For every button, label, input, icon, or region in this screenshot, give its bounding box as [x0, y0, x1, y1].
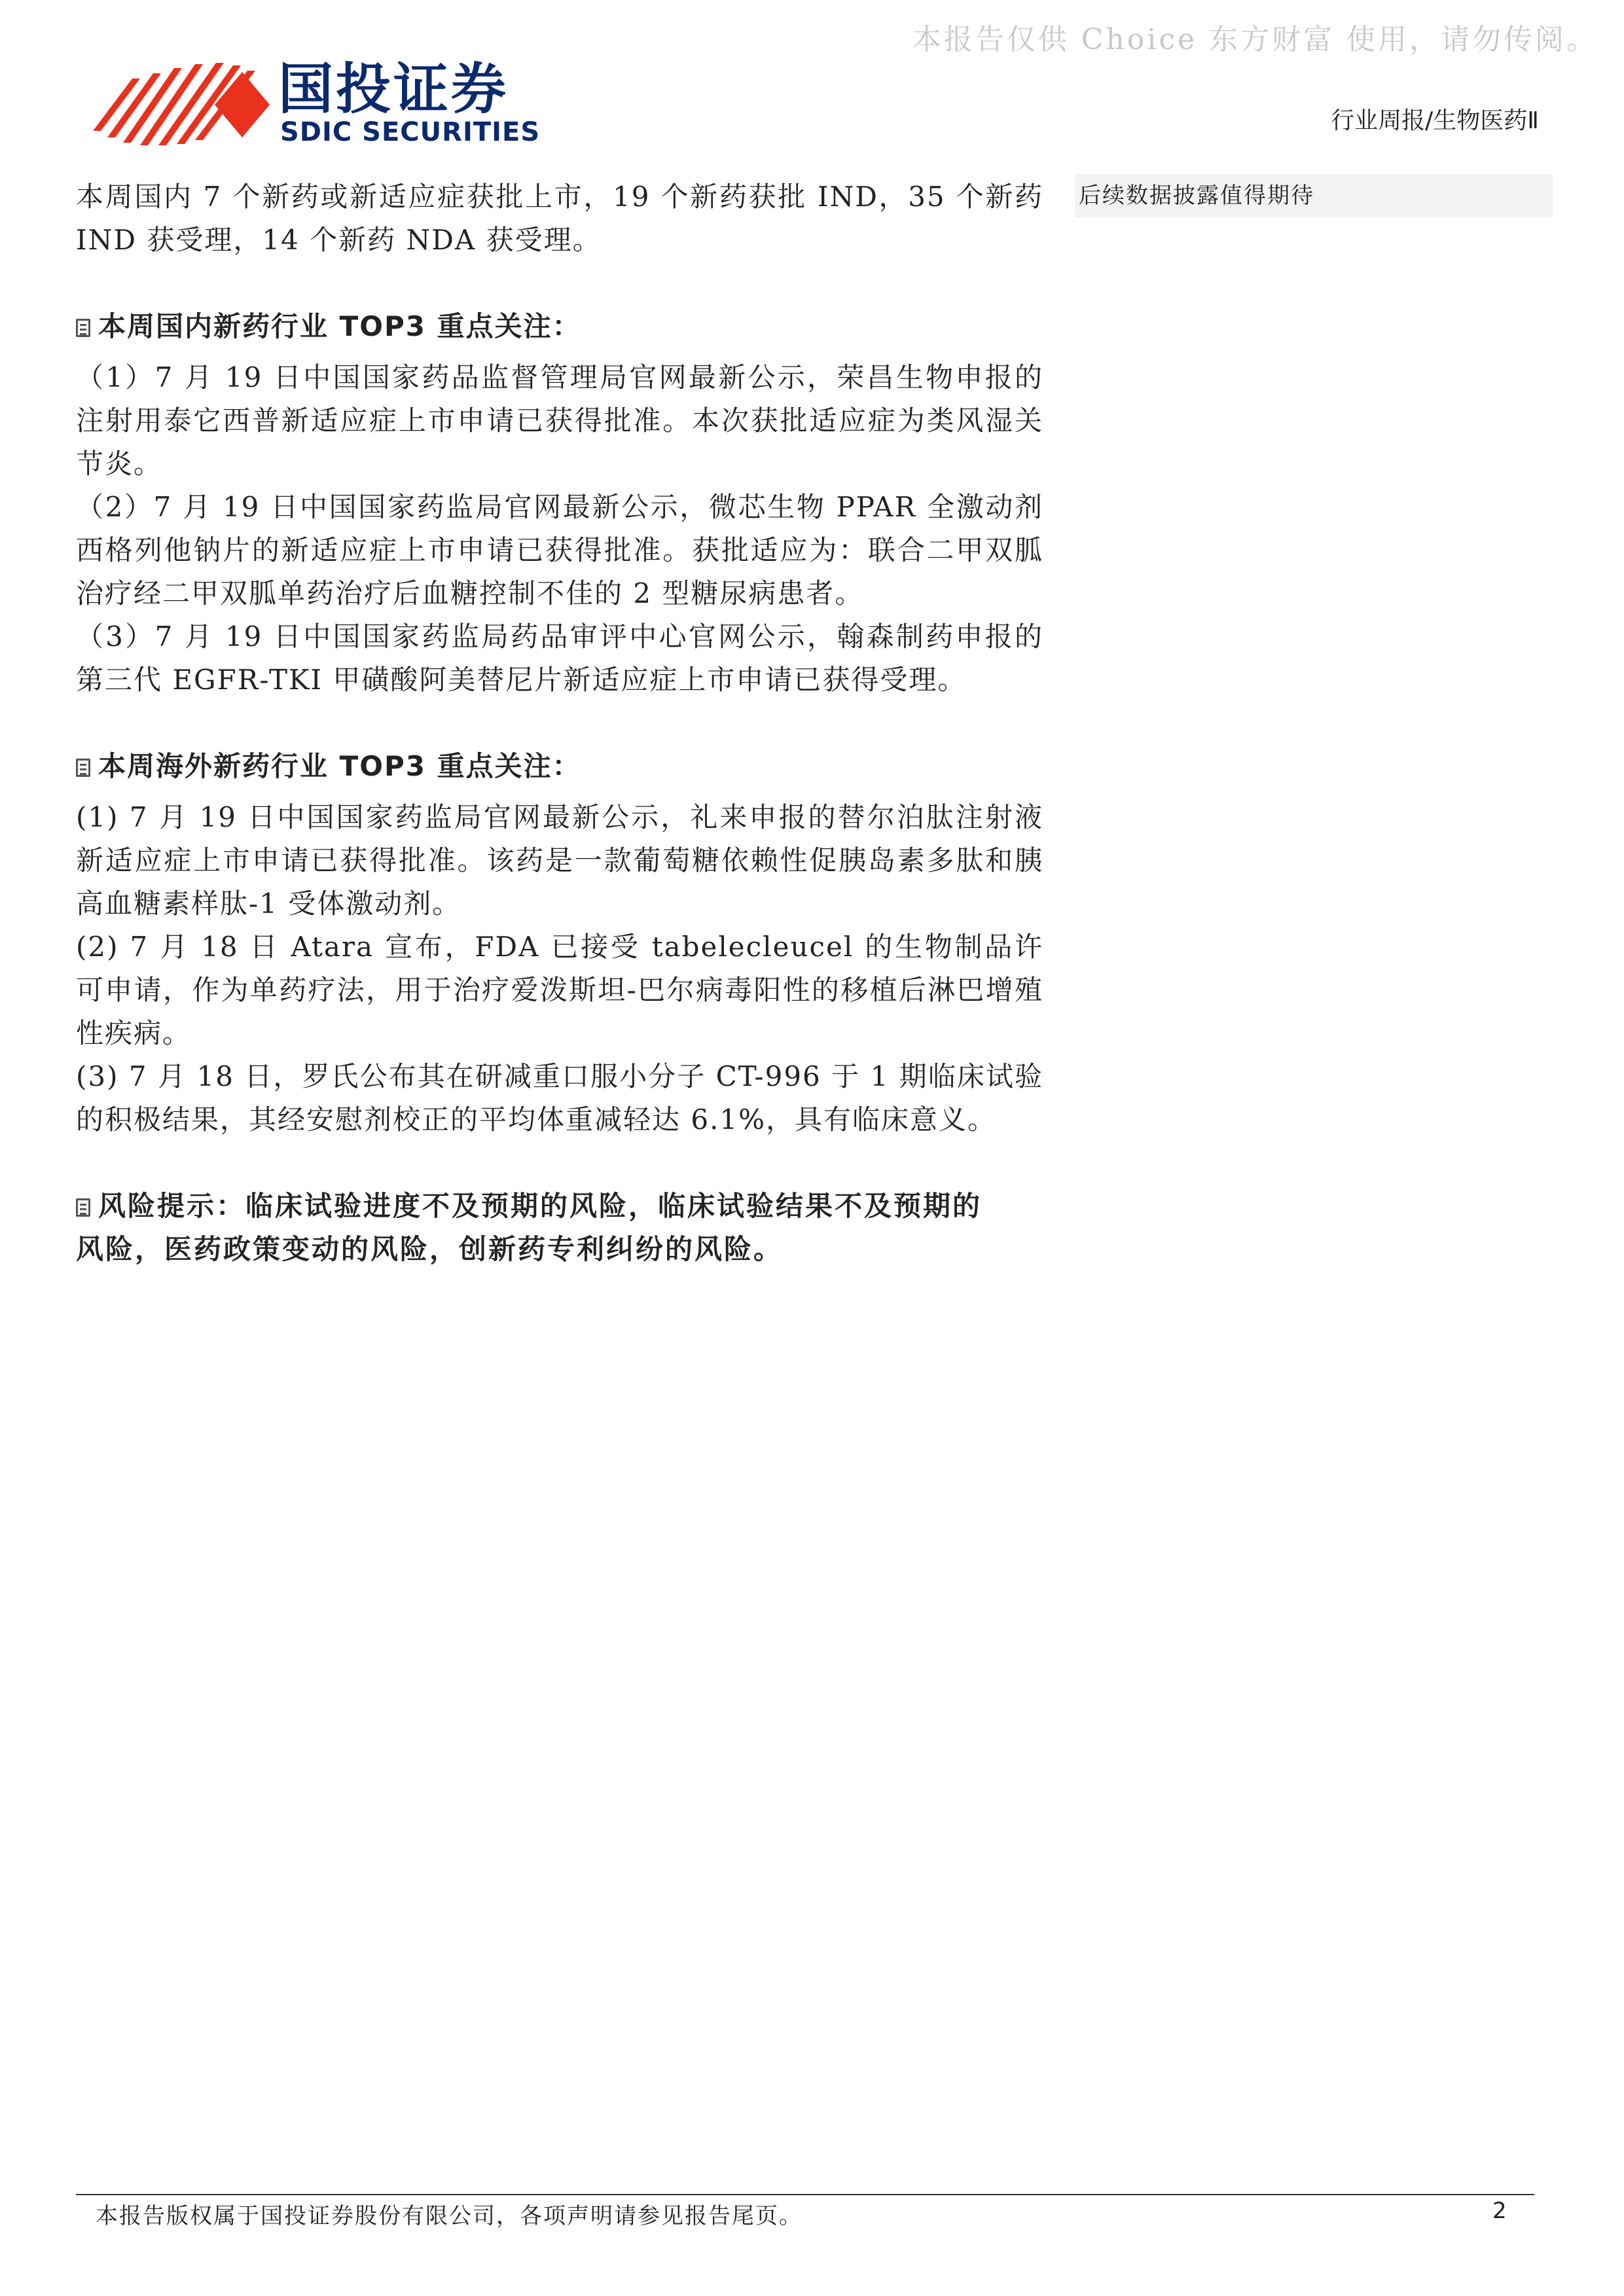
watermark: 本报告仅供 Choice 东方财富 使用，请勿传阅。: [912, 23, 1598, 56]
report-category: 行业周报/生物医药Ⅱ: [1331, 107, 1539, 134]
overseas-item-3: (3) 7 月 18 日，罗氏公布其在研减重口服小分子 CT-996 于 1 期临床试验的积极结果，其经安慰剂校正的平均体重减轻达 6.1%，具有临床意义。: [76, 1060, 1043, 1136]
logo-text-en: SDIC SECURITIES: [280, 117, 541, 147]
page-number: 2: [1492, 2198, 1507, 2224]
overseas-item-2: (2) 7 月 18 日 Atara 宣布，FDA 已接受 tabelecleucel 的生物制品许可申请，作为单药疗法，用于治疗爱泼斯坦-巴尔病毒阳性的移植后淋巴增殖性疾病。: [76, 931, 1043, 1049]
footer-disclaimer: 本报告版权属于国投证券股份有限公司，各项声明请参见报告尾页。: [96, 2203, 803, 2229]
overseas-item-1: (1) 7 月 19 日中国国家药监局官网最新公示，礼来申报的替尔泊肽注射液新适应症上市申请已获得批准。该药是一款葡萄糖依赖性促胰岛素多肽和胰高血糖素样肽-1 受体激动剂。: [76, 801, 1043, 920]
footer-divider: [76, 2194, 1534, 2195]
domestic-item-2: （2）7 月 19 日中国国家药监局官网最新公示，微芯生物 PPAR 全激动剂西格列他钠片的新适应症上市申请已获得批准。获批适应为：联合二甲双胍治疗经二甲双胍单药治疗后血糖控制不佳的 2 型糖尿病患者。: [76, 491, 1043, 609]
document-icon: [76, 759, 90, 777]
logo-stripes-icon: [93, 63, 270, 145]
risk-warning-text: 风险提示：临床试验进度不及预期的风险，临床试验结果不及预期的风险，医药政策变动的风险，创新药专利纠纷的风险。: [76, 1190, 983, 1265]
sidebar-note: 后续数据披露值得期待: [1075, 174, 1553, 217]
main-content: [76, 175, 1043, 1271]
overseas-heading-text: 本周海外新药行业 TOP3 重点关注：: [98, 750, 581, 782]
domestic-heading: [76, 305, 1043, 348]
intro-paragraph: 本周国内 7 个新药或新适应症获批上市，19 个新药获批 IND，35 个新药 IND 获受理，14 个新药 NDA 获受理。: [76, 181, 1043, 256]
document-icon: [76, 319, 90, 337]
logo-text-cn: 国投证券: [278, 57, 509, 121]
document-icon: [76, 1198, 90, 1217]
overseas-heading: [76, 745, 1043, 788]
domestic-item-3: （3）7 月 19 日中国国家药监局药品审评中心官网公示，翰森制药申报的第三代 EGFR-TKI 甲磺酸阿美替尼片新适应症上市申请已获得受理。: [76, 620, 1043, 696]
risk-warning: [76, 1185, 1005, 1271]
domestic-heading-text: 本周国内新药行业 TOP3 重点关注：: [98, 310, 581, 342]
domestic-item-1: （1）7 月 19 日中国国家药品监督管理局官网最新公示，荣昌生物申报的注射用泰它西普新适应症上市申请已获得批准。本次获批适应症为类风湿关节炎。: [76, 361, 1043, 480]
